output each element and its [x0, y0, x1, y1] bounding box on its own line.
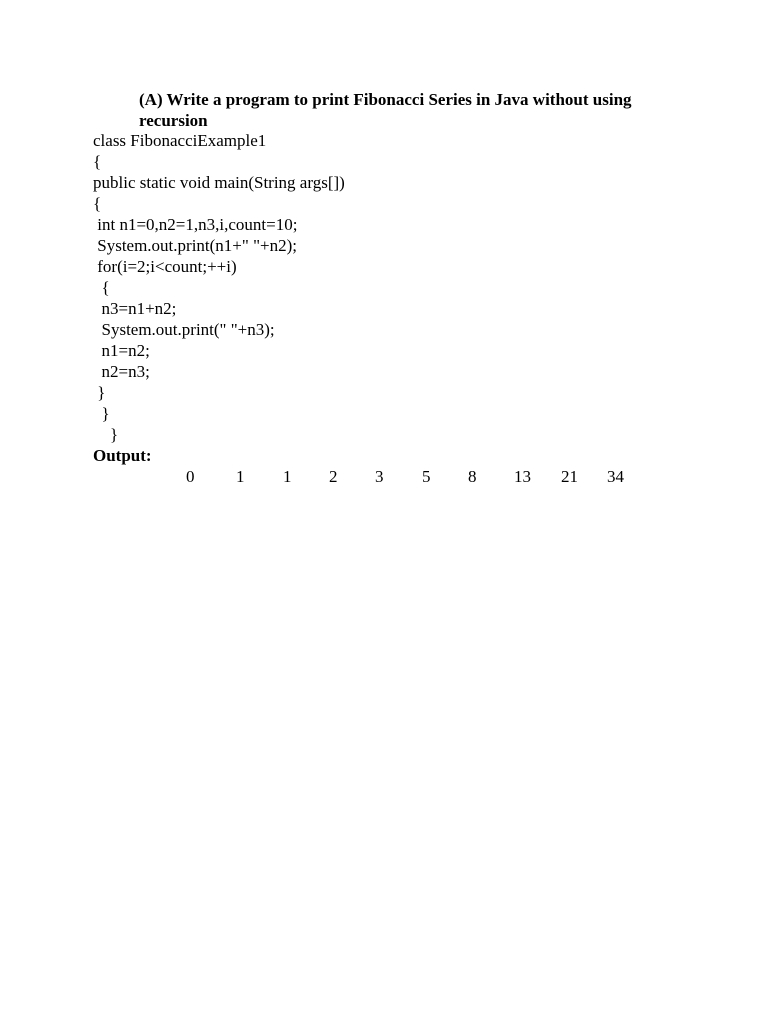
code-line: }: [93, 383, 106, 402]
code-line: class FibonacciExample1: [93, 131, 267, 150]
heading: [139, 89, 699, 131]
output-label: Output:: [93, 446, 152, 465]
code-line: n2=n3;: [93, 362, 150, 381]
code-line: System.out.print(n1+" "+n2);: [93, 236, 297, 255]
code-line: System.out.print(" "+n3);: [93, 320, 275, 339]
output-values: [0, 466, 768, 487]
output-value: 0: [186, 467, 195, 486]
output-value: 1: [236, 467, 245, 486]
code-line: }: [93, 404, 110, 423]
output-value: 13: [514, 467, 531, 486]
code-line: for(i=2;i<count;++i): [93, 257, 237, 276]
code-line: {: [93, 152, 102, 171]
output-value: 5: [422, 467, 431, 486]
code-line: {: [93, 194, 102, 213]
output-value: 21: [561, 467, 578, 486]
code-line: public static void main(String args[]): [93, 173, 345, 192]
code-line: {: [93, 278, 110, 297]
code-line: int n1=0,n2=1,n3,i,count=10;: [93, 215, 298, 234]
heading-line-1: (A) Write a program to print Fibonacci Series in Java without using: [139, 90, 632, 109]
output-value: 8: [468, 467, 477, 486]
output-value: 1: [283, 467, 292, 486]
output-value: 34: [607, 467, 624, 486]
code-line: }: [93, 425, 119, 444]
output-value: 2: [329, 467, 338, 486]
code-line: n3=n1+n2;: [93, 299, 177, 318]
output-value: 3: [375, 467, 384, 486]
code-block: [93, 130, 693, 445]
code-line: n1=n2;: [93, 341, 150, 360]
heading-line-2: recursion: [139, 111, 208, 130]
